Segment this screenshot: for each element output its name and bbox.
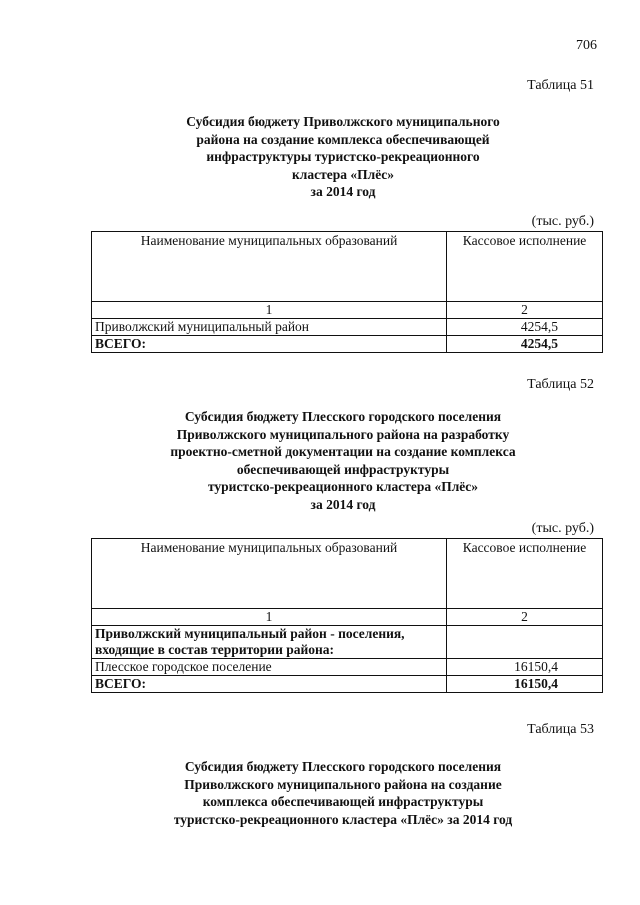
title-line: кластера «Плёс» — [292, 166, 394, 182]
page-number: 706 — [576, 38, 597, 53]
title-line: инфраструктуры туристско-рекреационного — [206, 149, 480, 164]
table-52-label: Таблица 52 — [527, 377, 594, 392]
table-header-row — [92, 539, 603, 609]
title-line: комплекса обеспечивающей инфраструктуры — [202, 794, 484, 809]
title-line: проектно-сметной документации на создание комплекса — [170, 444, 516, 459]
table-row — [92, 659, 603, 676]
title-line: Приволжского муниципального района на разработку — [176, 426, 510, 442]
row-value: 4254,5 — [447, 319, 603, 336]
title-line: Субсидия бюджету Плесского городского поселения — [184, 409, 502, 424]
title-line: Приволжского муниципального района на создание — [184, 776, 502, 792]
column-number-row — [92, 609, 603, 626]
table-51-label: Таблица 51 — [527, 78, 594, 93]
table-51 — [91, 231, 603, 353]
total-value: 16150,4 — [447, 676, 603, 693]
table-52 — [91, 538, 603, 693]
column-number: 2 — [447, 609, 603, 626]
group-row — [92, 626, 603, 659]
row-value: 16150,4 — [447, 659, 603, 676]
title-line: обеспечивающей инфраструктуры — [236, 461, 450, 477]
title-line: Субсидия бюджету Приволжского муниципального — [186, 114, 500, 129]
table-row — [92, 319, 603, 336]
total-row — [92, 676, 603, 693]
column-header-value: Кассовое исполнение — [447, 232, 603, 302]
title-line: Субсидия бюджету Плесского городского поселения — [184, 759, 502, 774]
unit-label: (тыс. руб.) — [531, 214, 594, 229]
title-line: туристско-рекреационного кластера «Плёс» — [207, 479, 479, 494]
total-row — [92, 336, 603, 353]
total-value: 4254,5 — [447, 336, 603, 353]
title-line: района на создание комплекса обеспечивающей — [196, 131, 490, 147]
group-label: Приволжский муниципальный район - поселения, входящие в состав территории района: — [92, 626, 447, 659]
table-51-title — [92, 113, 594, 201]
table-53-title — [92, 758, 594, 828]
group-value — [447, 626, 603, 659]
total-label: ВСЕГО: — [92, 676, 447, 693]
title-line: за 2014 год — [310, 184, 376, 199]
column-header-name: Наименование муниципальных образований — [92, 539, 447, 609]
column-number: 1 — [92, 609, 447, 626]
unit-label: (тыс. руб.) — [531, 521, 594, 536]
table-header-row — [92, 232, 603, 302]
column-header-value: Кассовое исполнение — [447, 539, 603, 609]
row-name: Приволжский муниципальный район — [92, 319, 447, 336]
column-number: 2 — [447, 302, 603, 319]
row-name: Плесское городское поселение — [92, 659, 447, 676]
total-label: ВСЕГО: — [92, 336, 447, 353]
title-line: за 2014 год — [310, 496, 376, 512]
column-header-name: Наименование муниципальных образований — [92, 232, 447, 302]
table-53-label: Таблица 53 — [527, 722, 594, 737]
column-number: 1 — [92, 302, 447, 319]
title-line: туристско-рекреационного кластера «Плёс» за 2014 год — [173, 811, 513, 827]
column-number-row — [92, 302, 603, 319]
table-52-title — [92, 408, 594, 513]
